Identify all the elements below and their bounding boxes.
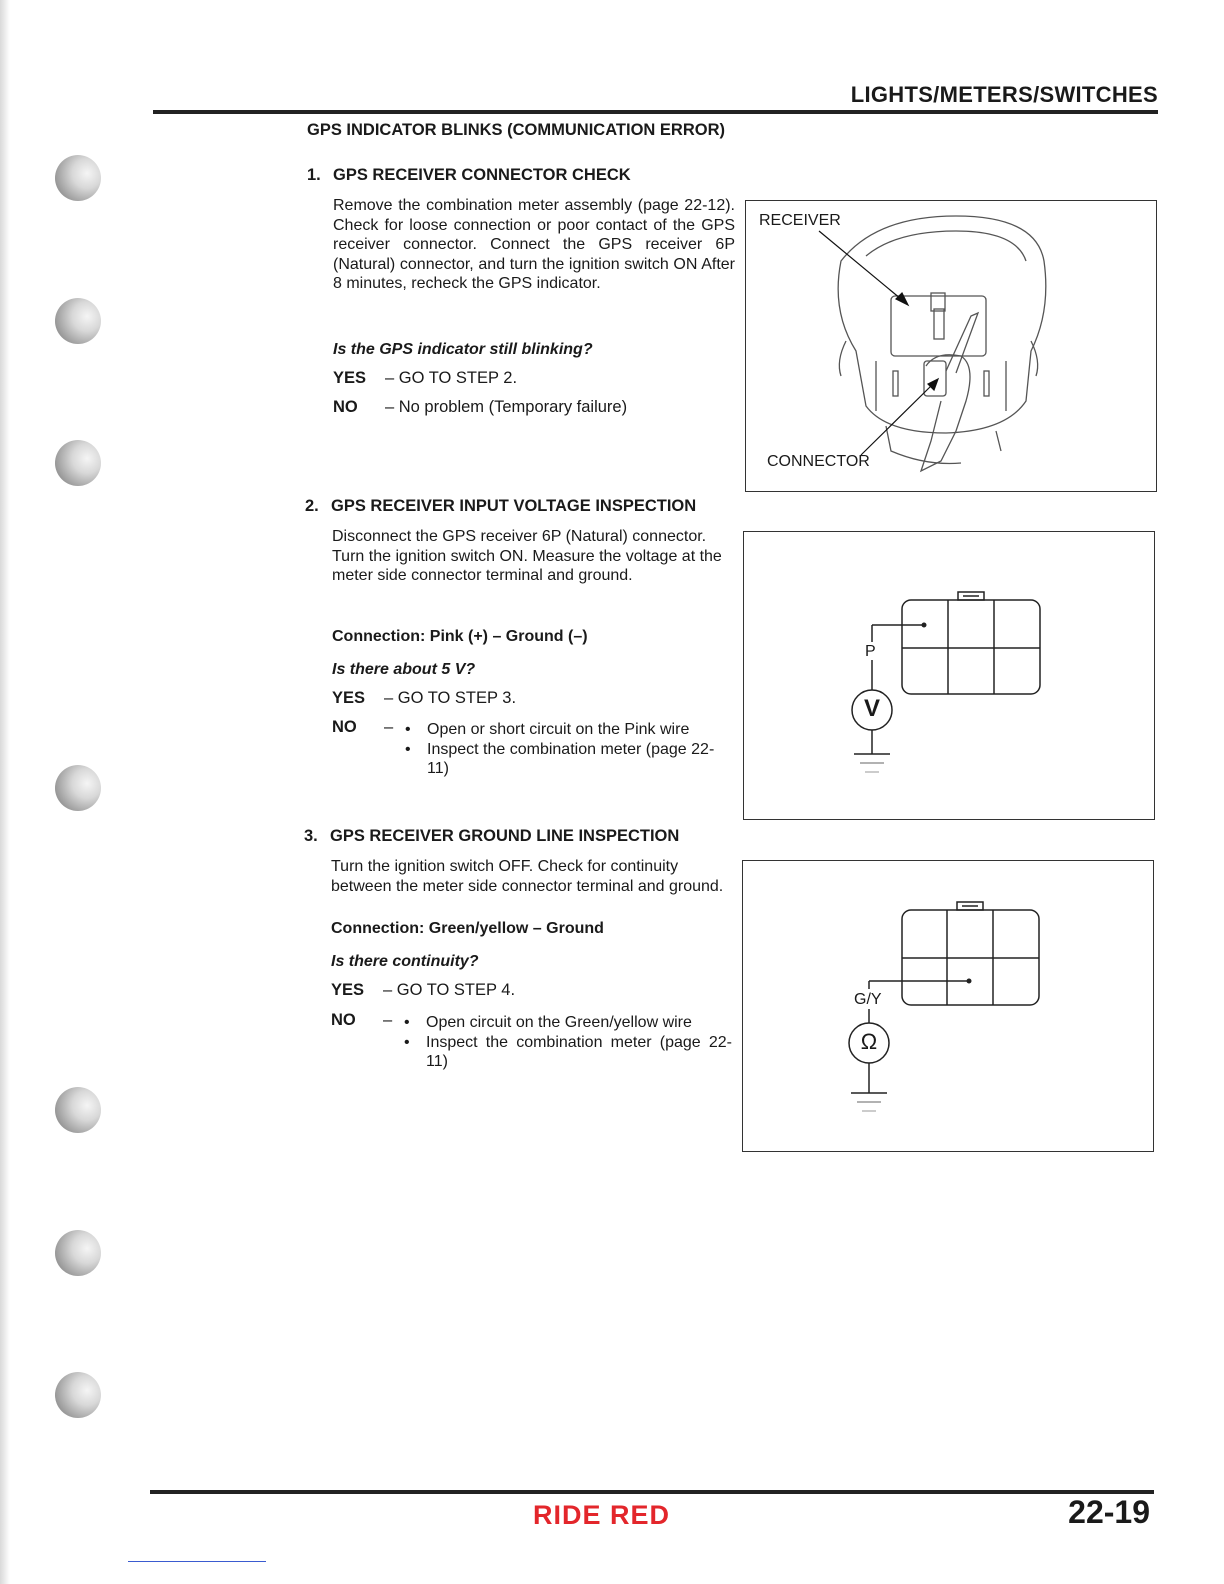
yes-label: YES bbox=[331, 981, 365, 999]
continuity-diagram bbox=[743, 861, 1153, 1151]
step-number: 3. bbox=[304, 827, 318, 845]
step-number: 2. bbox=[305, 497, 319, 515]
yes-text: – GO TO STEP 3. bbox=[384, 689, 517, 707]
receiver-illustration bbox=[746, 201, 1156, 491]
step-3-body: Turn the ignition switch OFF. Check for continuity between the meter side connector terminal and ground. bbox=[331, 858, 724, 895]
step-2-connection: Connection: Pink (+) – Ground (–) bbox=[332, 628, 588, 645]
yes-text: – GO TO STEP 2. bbox=[385, 369, 518, 387]
yes-label: YES bbox=[332, 689, 366, 707]
voltage-diagram bbox=[744, 532, 1154, 819]
list-item-text: Open circuit on the Green/yellow wire bbox=[426, 1014, 692, 1031]
binding-edge bbox=[0, 0, 10, 1584]
step-1-yes bbox=[333, 369, 517, 388]
step-3-connection: Connection: Green/yellow – Ground bbox=[331, 920, 604, 937]
step-3-question: Is there continuity? bbox=[331, 953, 479, 970]
step-3-no-label bbox=[331, 1011, 392, 1030]
no-label: NO bbox=[333, 398, 358, 416]
step-3-yes bbox=[331, 981, 515, 1000]
list-item-text: Inspect the combination meter (page 22-11) bbox=[427, 740, 715, 777]
scan-artifact-line bbox=[128, 1561, 266, 1562]
step-1-heading bbox=[307, 166, 631, 185]
punch-hole bbox=[55, 1087, 101, 1133]
step-1-body: Remove the combination meter assembly (page 22-12). Check for loose connection or poor contact of the GPS receiver connector. Connect the GPS receiver 6P (Natural) connector, and turn the ignition switch ON After 8 minutes, recheck the GPS indicator. bbox=[333, 197, 735, 292]
dash: – bbox=[383, 1011, 393, 1029]
step-2-yes bbox=[332, 689, 516, 708]
step-title: GPS RECEIVER CONNECTOR CHECK bbox=[333, 166, 631, 184]
header-rule bbox=[153, 110, 1158, 114]
step-2-body: Disconnect the GPS receiver 6P (Natural) connector. Turn the ignition switch ON. Measure the voltage at the meter side connector terminal and ground. bbox=[332, 528, 722, 584]
dash: – bbox=[384, 718, 394, 736]
step-2-no-items bbox=[405, 720, 733, 779]
step-title: GPS RECEIVER GROUND LINE INSPECTION bbox=[330, 827, 680, 845]
step-1-no bbox=[333, 398, 627, 417]
punch-hole bbox=[55, 1230, 101, 1276]
voltage-figure bbox=[743, 531, 1155, 820]
punch-hole bbox=[55, 155, 101, 201]
ohmmeter-icon: Ω bbox=[860, 1029, 878, 1054]
step-3-heading bbox=[304, 827, 679, 846]
footer-brand: RIDE RED bbox=[533, 1500, 671, 1530]
no-label: NO bbox=[331, 1011, 356, 1029]
yes-text: – GO TO STEP 4. bbox=[383, 981, 516, 999]
no-label: NO bbox=[332, 718, 357, 736]
punch-hole bbox=[55, 298, 101, 344]
step-number: 1. bbox=[307, 166, 321, 184]
list-item-text: Inspect the combination meter (page 22-11) bbox=[426, 1033, 732, 1070]
footer-rule bbox=[150, 1490, 1154, 1494]
page-title: GPS INDICATOR BLINKS (COMMUNICATION ERROR) bbox=[307, 121, 725, 139]
section-title: LIGHTS/METERS/SWITCHES bbox=[850, 82, 1158, 107]
receiver-label: RECEIVER bbox=[759, 212, 841, 229]
connector-label: CONNECTOR bbox=[767, 453, 870, 470]
list-item-text: Open or short circuit on the Pink wire bbox=[427, 721, 690, 738]
voltmeter-icon: V bbox=[863, 695, 880, 722]
list-item: • Inspect the combination meter (page 22-11) bbox=[404, 1033, 732, 1070]
punch-hole bbox=[55, 1372, 101, 1418]
step-title: GPS RECEIVER INPUT VOLTAGE INSPECTION bbox=[331, 497, 697, 515]
list-item: • Open or short circuit on the Pink wire bbox=[405, 721, 690, 738]
yes-label: YES bbox=[333, 369, 367, 387]
step-2-question: Is there about 5 V? bbox=[332, 661, 476, 678]
wire-label: P bbox=[865, 643, 876, 660]
wire-label: G/Y bbox=[854, 991, 882, 1008]
step-2-heading bbox=[305, 497, 696, 516]
receiver-figure bbox=[745, 200, 1157, 492]
step-1-question: Is the GPS indicator still blinking? bbox=[333, 341, 593, 358]
continuity-figure bbox=[742, 860, 1154, 1152]
no-text: – No problem (Temporary failure) bbox=[385, 398, 628, 416]
punch-hole bbox=[55, 440, 101, 486]
list-item: • Inspect the combination meter (page 22-11) bbox=[405, 740, 733, 779]
step-3-no-items bbox=[404, 1013, 732, 1072]
punch-hole bbox=[55, 765, 101, 811]
list-item: • Open circuit on the Green/yellow wire bbox=[404, 1014, 692, 1031]
page-number: 22-19 bbox=[1068, 1494, 1150, 1530]
step-2-no-label bbox=[332, 718, 393, 737]
